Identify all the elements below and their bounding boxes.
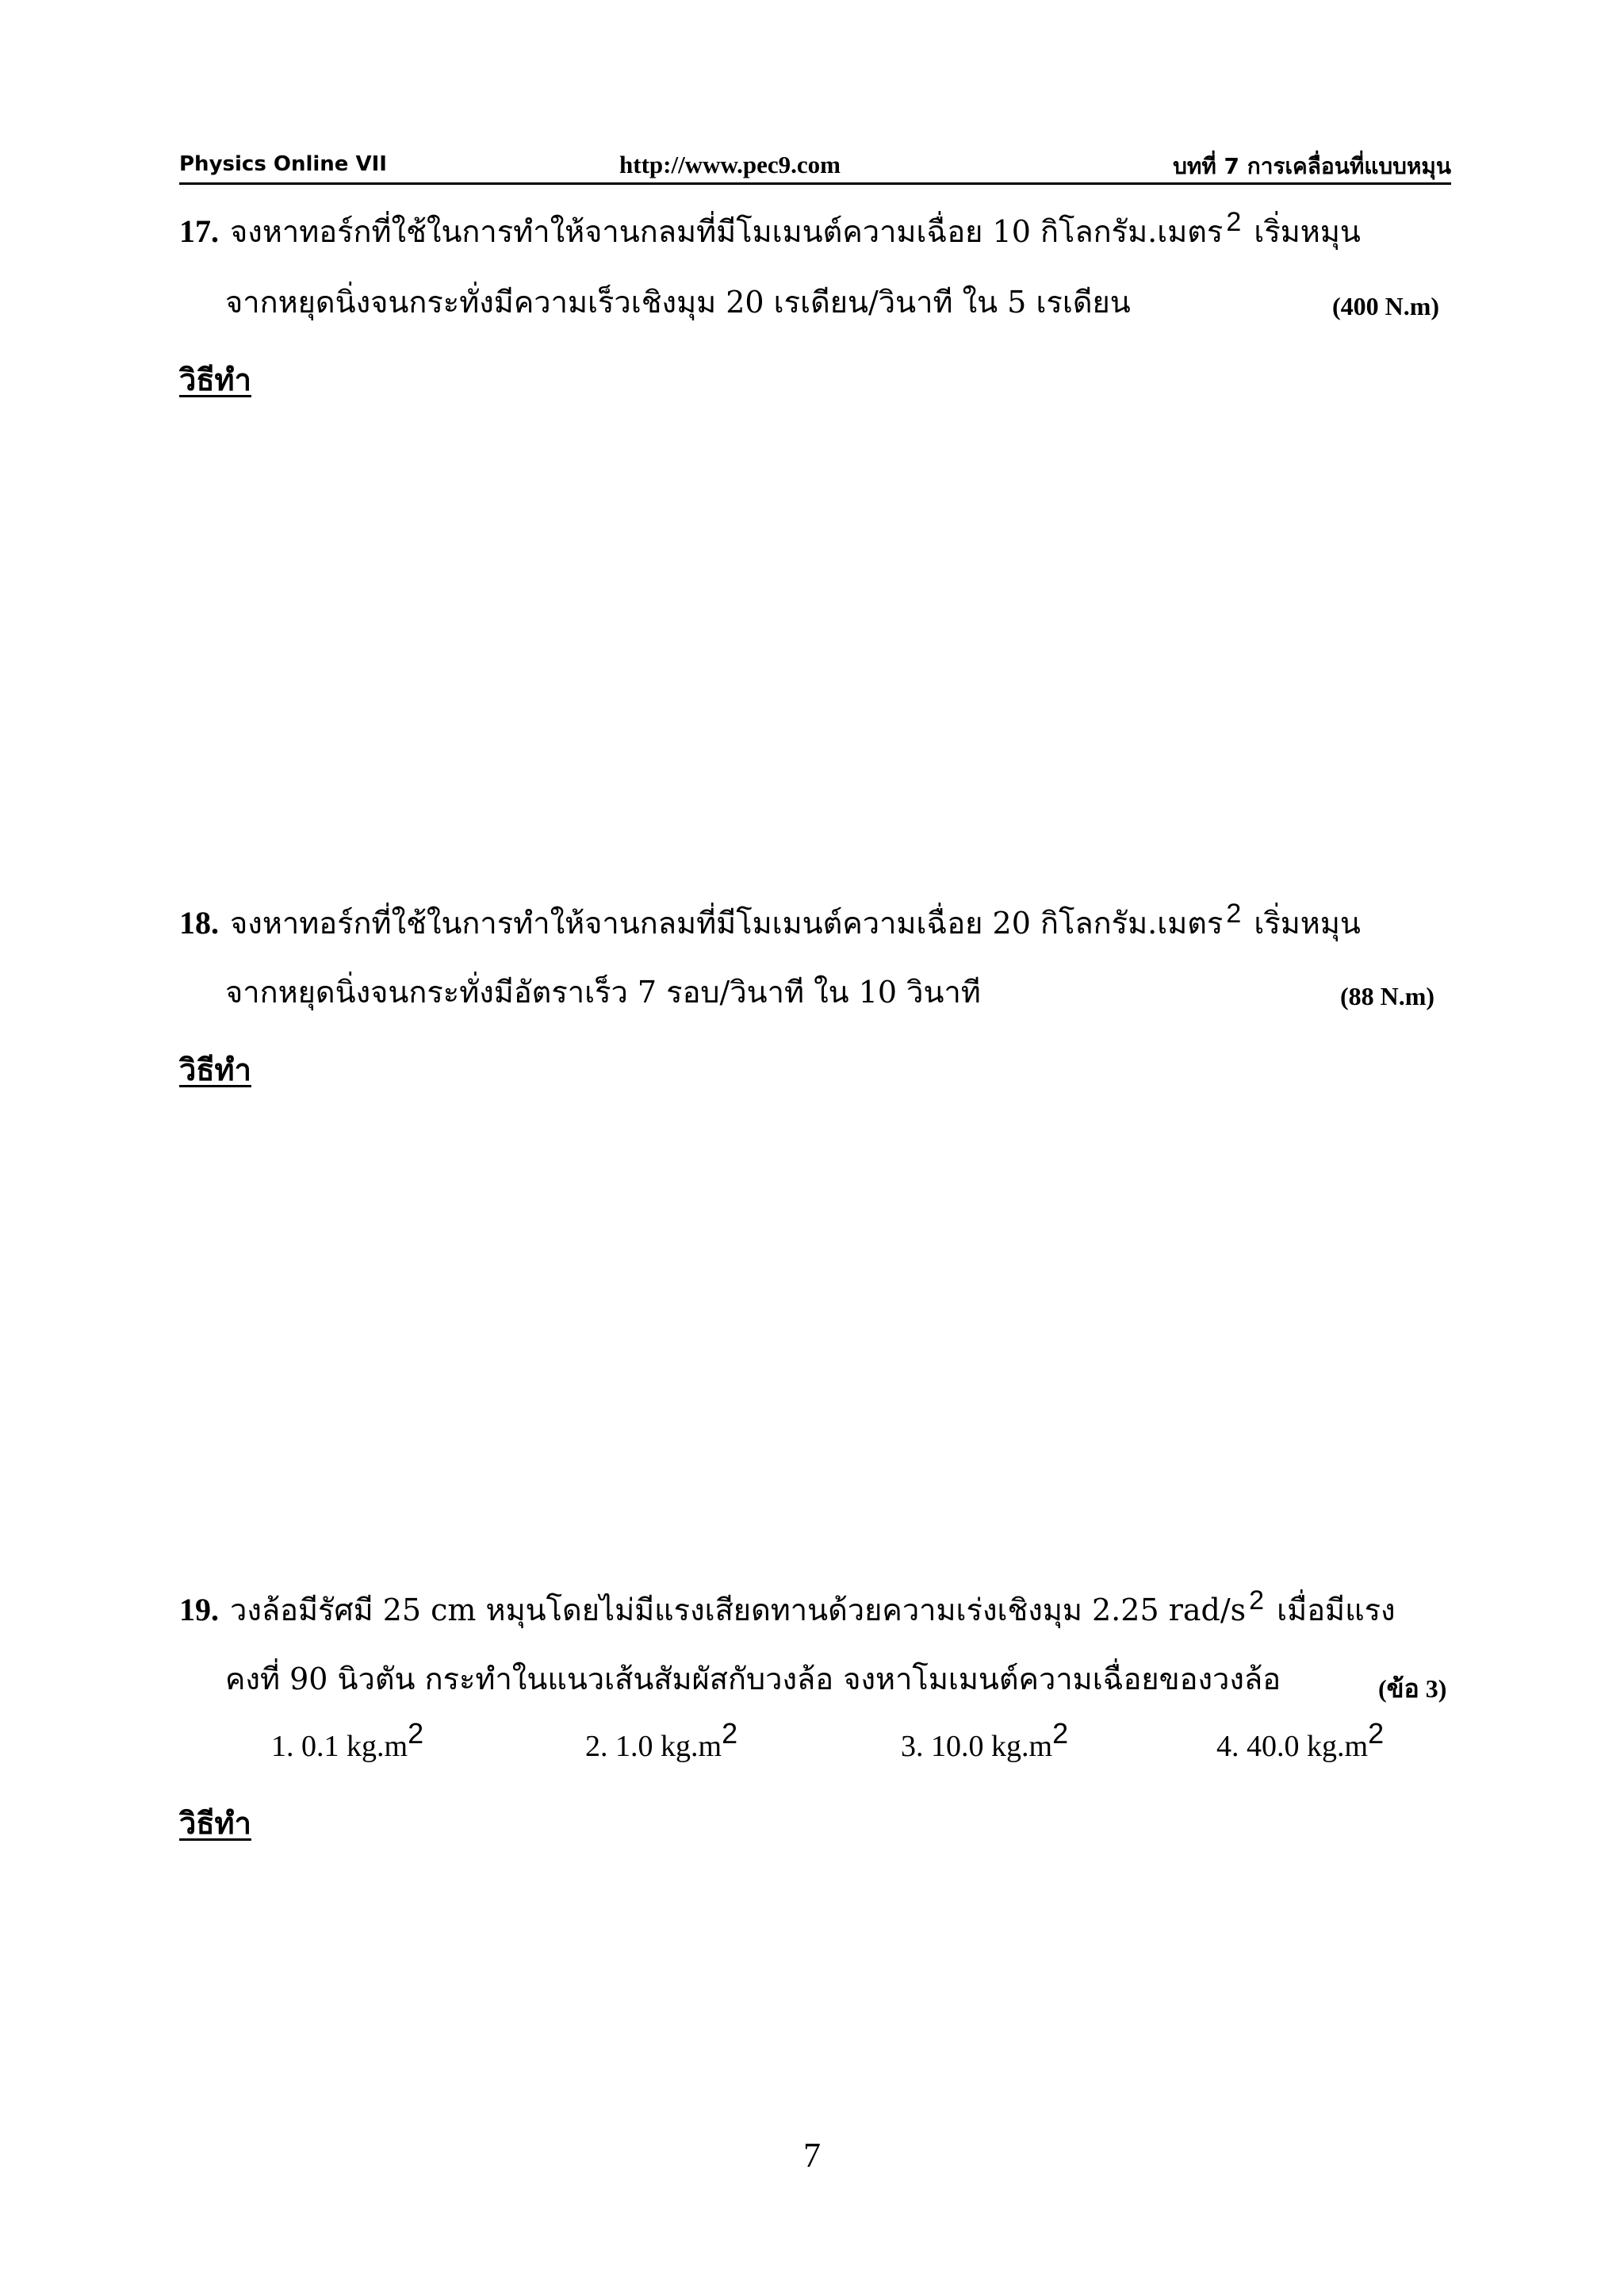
question-19-text-a: วงล้อมีรัศมี 25 cm หมุนโดยไม่มีแรงเสียดทานด้วยความเร่งเชิงมุม 2.25 rad/s xyxy=(230,1593,1247,1627)
question-18-method-label: วิธีทำ xyxy=(179,1052,251,1087)
question-18-text-a: จงหาทอร์กที่ใช้ในการทำให้จานกลมที่มีโมเมนต์ความเฉื่อย 20 กิโลกรัม.เมตร xyxy=(230,906,1224,941)
question-19-choice-3 xyxy=(901,1717,1069,1764)
question-17-answer: (400 N.m) xyxy=(1332,292,1440,320)
question-17-text-a: จงหาทอร์กที่ใช้ในการทำให้จานกลมที่มีโมเมนต์ความเฉื่อย 10 กิโลกรัม.เมตร xyxy=(230,214,1224,249)
question-19-text-b: เมื่อมีแรง xyxy=(1277,1593,1396,1627)
question-18-line1 xyxy=(179,899,1361,941)
question-19-number: 19. xyxy=(179,1592,219,1627)
question-19-method-label: วิธีทำ xyxy=(179,1805,251,1841)
header-chapter-title: บทที่ 7 การเคลื่อนที่แบบหมุน xyxy=(1173,153,1451,179)
question-19-choice-2 xyxy=(585,1717,738,1764)
choice-3-superscript: 2 xyxy=(1052,1717,1069,1750)
header-course-title: Physics Online VII xyxy=(179,152,387,176)
header-url: http://www.pec9.com xyxy=(619,151,841,178)
choice-4-text: 4. 40.0 kg.m xyxy=(1216,1730,1369,1763)
question-19-line2: คงที่ 90 นิวตัน กระทำในแนวเส้นสัมผัสกับวงล้อ จงหาโมเมนต์ความเฉื่อยของวงล้อ xyxy=(225,1662,1281,1696)
choice-1-superscript: 2 xyxy=(408,1717,424,1750)
question-19-superscript: 2 xyxy=(1249,1585,1265,1616)
question-19-choice-4 xyxy=(1216,1717,1385,1764)
question-18-text-b: เริ่มหมุน xyxy=(1254,906,1361,941)
choice-2-text: 2. 1.0 kg.m xyxy=(585,1730,722,1763)
question-18-line2: จากหยุดนิ่งจนกระทั่งมีอัตราเร็ว 7 รอบ/วินาที ใน 10 วินาที xyxy=(225,975,981,1010)
choice-4-superscript: 2 xyxy=(1368,1717,1385,1750)
question-17-method-label: วิธีทำ xyxy=(179,362,251,397)
question-19-choice-1 xyxy=(271,1717,424,1764)
question-19-line1 xyxy=(179,1585,1396,1627)
question-17-number: 17. xyxy=(179,213,219,249)
question-18-superscript: 2 xyxy=(1226,899,1242,929)
choice-2-superscript: 2 xyxy=(722,1717,738,1750)
page-number: 7 xyxy=(803,2136,821,2175)
question-17-text-b: เริ่มหมุน xyxy=(1254,214,1361,249)
choice-1-text: 1. 0.1 kg.m xyxy=(271,1730,408,1763)
page-header xyxy=(179,151,1451,185)
question-17-line2: จากหยุดนิ่งจนกระทั่งมีความเร็วเชิงมุม 20 เรเดียน/วินาที ใน 5 เรเดียน xyxy=(225,285,1131,320)
question-19-answer: (ข้อ 3) xyxy=(1378,1674,1447,1703)
choice-3-text: 3. 10.0 kg.m xyxy=(901,1730,1053,1763)
question-17-superscript: 2 xyxy=(1226,207,1242,237)
question-18-number: 18. xyxy=(179,905,219,941)
question-17-line1 xyxy=(179,207,1361,249)
question-18-answer: (88 N.m) xyxy=(1340,982,1435,1010)
